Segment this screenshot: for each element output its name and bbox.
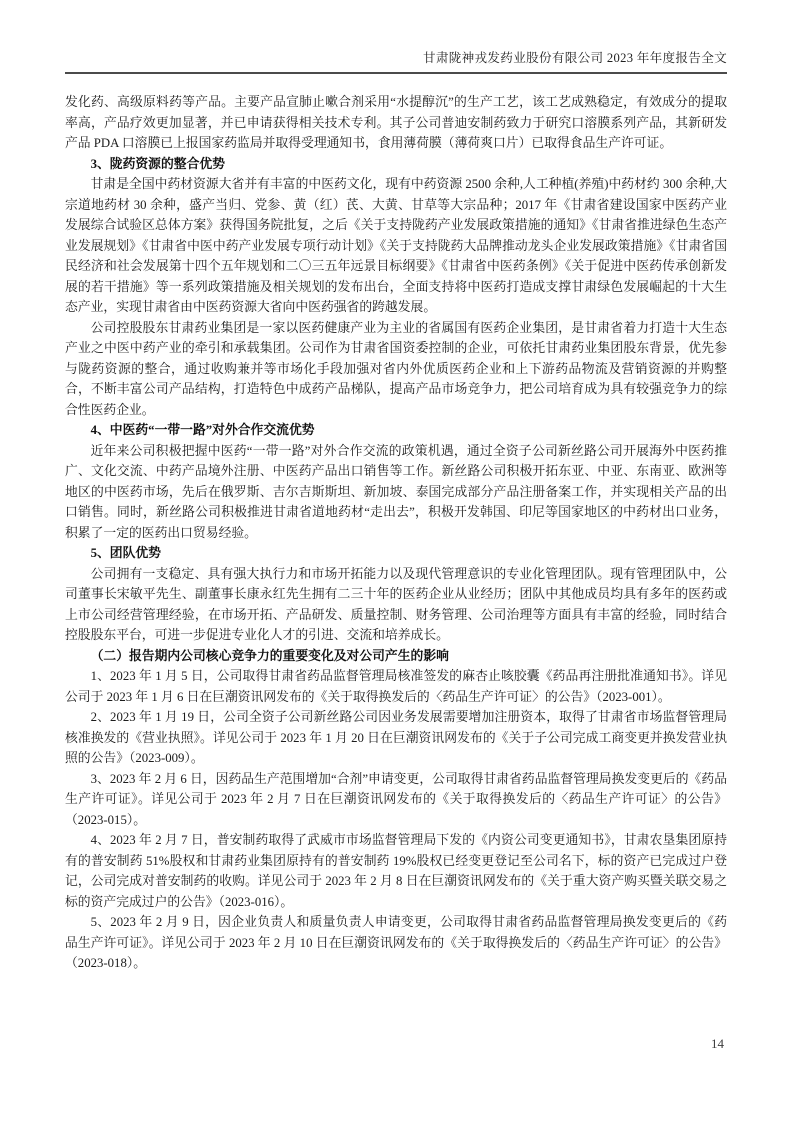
paragraph: 2、2023 年 1 月 19 日，公司全资子公司新丝路公司因业务发展需要增加注册资本，取得了甘肃省市场监督管理局核准换发的《营业执照》。详见公司于 2023 年 1 月 20 日在巨潮资讯网发布的《关于子公司完成工商变更并换发营业执照的公告》（2023-009）。 (65, 710, 727, 765)
paragraph: 5、2023 年 2 月 9 日，因企业负责人和质量负责人申请变更，公司取得甘肃省药品监督管理局换发变更后的《药品生产许可证》。详见公司于 2023 年 2 月 10 日在巨潮资讯网发布的《关于取得换发后的〈药品生产许可证〉的公告》（2023-018）。 (65, 915, 727, 970)
paragraph: 发化药、高级原料药等产品。主要产品宣肺止嗽合剂采用“水提醇沉”的生产工艺，该工艺成熟稳定，有效成分的提取率高，产品疗效更加显著，并已申请获得相关技术专利。其子公司普迪安制药致力于研究口溶膜系列产品，其新研发产品 PDA 口溶膜已上报国家药监局并取得受理通知书，食用薄荷膜（薄荷爽口片）已取得食品生产许可证。 (65, 95, 727, 150)
paragraph: 4、2023 年 2 月 7 日，普安制药取得了武威市市场监督管理局下发的《内资公司变更通知书》，甘肃农垦集团原持有的普安制药 51%股权和甘肃药业集团原持有的普安制药 19%股权已经变更登记至公司名下，标的资产已完成过户登记，公司完成对普安制药的收购。详见公司于 2023 年 2 月 8 日在巨潮资讯网发布的《关于重大资产购买暨关联交易之标的资产完成过户的公告》（2023-016）。 (65, 833, 727, 909)
paragraph: 3、2023 年 2 月 6 日，因药品生产范围增加“合剂”申请变更，公司取得甘肃省药品监督管理局换发变更后的《药品生产许可证》。详见公司于 2023 年 2 月 7 日在巨潮资讯网发布的《关于取得换发后的〈药品生产许可证〉的公告》（2023-015）。 (65, 771, 727, 827)
page-number: 14 (711, 1036, 724, 1051)
document-body (65, 92, 727, 974)
section-heading: （二）报告期内公司核心竞争力的重要变化及对公司产生的影响 (90, 648, 449, 663)
section-heading: 4、中医药“一带一路”对外合作交流优势 (90, 423, 315, 437)
section-heading: 5、团队优势 (90, 546, 161, 560)
page-header (65, 50, 727, 74)
header-divider (65, 72, 727, 74)
paragraph: 甘肃是全国中药材资源大省并有丰富的中医药文化，现有中药资源 2500 余种,人工种植(养殖)中药材约 300 余种,大宗道地药材 30 余种，盛产当归、党参、黄（红）芪、大黄、甘草等大宗品种；2017 年《甘肃省建设国家中医药产业发展综合试验区总体方案》获得国务院批复，之后《关于支持陇药产业发展政策措施的通知》《甘肃省推进绿色生态产业发展规划》《甘肃省中医中药产业发展专项行动计划》《关于支持陇药大品牌推动龙头企业发展政策措施》《甘肃省国民经济和社会发展第十四个五年规划和二〇三五年远景目标纲要》《甘肃省中医药条例》《关于促进中医药传承创新发展的若干措施》等一系列政策措施及相关规划的发布出台，全面支持将中医药打造成支撑甘肃绿色发展崛起的十大生态产业，实现甘肃省由中医药资源大省向中医药强省的跨越发展。 (65, 177, 727, 314)
section-heading: 3、陇药资源的整合优势 (90, 156, 225, 171)
paragraph: 近年来公司积极把握中医药“一带一路”对外合作交流的政策机遇，通过全资子公司新丝路公司开展海外中医药推广、文化交流、中药产品境外注册、中医药产品出口销售等工作。新丝路公司积极开拓东亚、中亚、东南亚、欧洲等地区的中医药市场，先后在俄罗斯、吉尔吉斯斯坦、新加坡、泰国完成部分产品注册备案工作，并实现相关产品的出口销售。同时，新丝路公司积极推进甘肃省道地药材“走出去”，积极开发韩国、印尼等国家地区的中药材出口业务，积累了一定的医药出口贸易经验。 (65, 443, 727, 540)
header-title: 甘肃陇神戎发药业股份有限公司 2023 年年度报告全文 (422, 51, 727, 65)
paragraph: 公司拥有一支稳定、具有强大执行力和市场开拓能力以及现代管理意识的专业化管理团队。现有管理团队中，公司董事长宋敏平先生、副董事长康永红先生拥有二三十年的医药企业从业经历；团队中其他成员均具有多年的医药或上市公司经营管理经验，在市场开拓、产品研发、质量控制、财务管理、公司治理等方面具有丰富的经验，同时结合控股股东平台，可进一步促进专业化人才的引进、交流和培养成长。 (65, 566, 727, 642)
paragraph: 1、2023 年 1 月 5 日，公司取得甘肃省药品监督管理局核准签发的麻杏止咳胶囊《药品再注册批准通知书》。详见公司于 2023 年 1 月 6 日在巨潮资讯网发布的《关于取得换发后的〈药品生产许可证〉的公告》（2023-001）。 (65, 669, 727, 704)
paragraph: 公司控股股东甘肃药业集团是一家以医药健康产业为主业的省属国有医药企业集团，是甘肃省着力打造十大生态产业之中医中药产业的牵引和承载集团。公司作为甘肃省国资委控制的企业，可依托甘肃药业集团股东背景，优先参与陇药资源的整合，通过收购兼并等市场化手段加强对省内外优质医药企业和上下游药品物流及营销资源的并购整合，不断丰富公司产品结构，打造特色中成药产品梯队，提高产品市场竞争力，把公司培育成为具有较强竞争力的综合性医药企业。 (65, 320, 727, 417)
